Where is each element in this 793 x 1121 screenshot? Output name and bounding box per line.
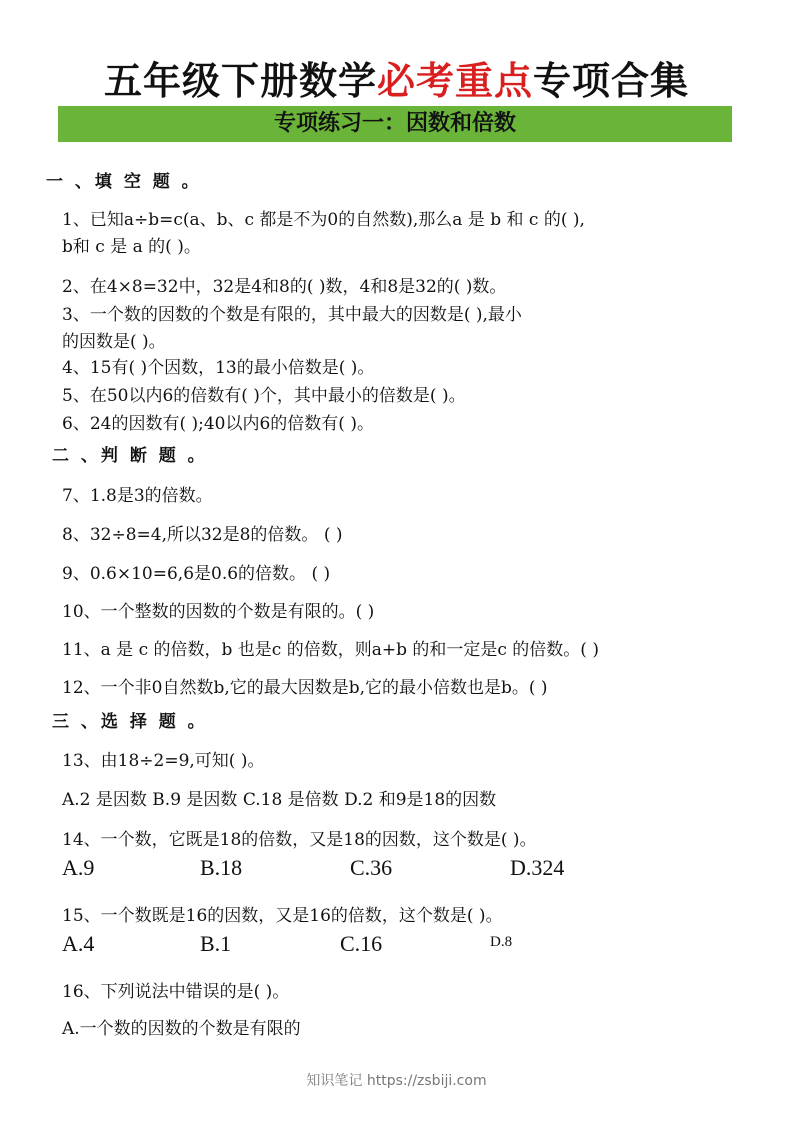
q10: 10、一个整数的因数的个数是有限的。( )	[62, 602, 375, 622]
footer-watermark: 知识笔记 https://zsbiji.com	[306, 1073, 487, 1089]
q3-line1: 3、一个数的因数的个数是有限的，其中最大的因数是( ),最小	[62, 305, 522, 325]
q14-option-d: D.324	[510, 855, 565, 880]
q15-option-b: B.1	[200, 931, 232, 956]
q2: 2、在4×8=32中，32是4和8的( )数，4和8是32的( )数。	[62, 277, 507, 297]
section-banner: 专项练习一：因数和倍数	[58, 106, 732, 142]
title-highlight: 必考重点	[376, 59, 533, 103]
section2-heading: 二 、判 断 题 。	[52, 446, 208, 466]
q15-option-d: D.8	[490, 934, 513, 950]
q13: 13、由18÷2=9,可知( )。	[62, 751, 265, 771]
q16-option-a: A.一个数的因数的个数是有限的	[62, 1019, 301, 1039]
q14: 14、一个数，它既是18的倍数，又是18的因数，这个数是( )。	[62, 830, 537, 850]
q8: 8、32÷8=4,所以32是8的倍数。 ( )	[62, 525, 343, 545]
q7: 7、1.8是3的倍数。	[62, 486, 213, 506]
q6: 6、24的因数有( );40以内6的倍数有( )。	[62, 414, 374, 434]
q15: 15、一个数既是16的因数，又是16的倍数，这个数是( )。	[62, 906, 503, 926]
q3-line2: 的因数是( )。	[62, 332, 166, 352]
q16: 16、下列说法中错误的是( )。	[62, 982, 290, 1002]
section1-heading: 一 、填 空 题 。	[46, 172, 202, 192]
q15-option-a: A.4	[62, 931, 95, 956]
q15-option-c: C.16	[340, 931, 383, 956]
q4: 4、15有( )个因数，13的最小倍数是( )。	[62, 358, 375, 378]
section3-heading: 三 、选 择 题 。	[52, 712, 208, 732]
title-part1: 五年级下册数学	[103, 59, 377, 103]
page-title	[0, 50, 793, 105]
q14-option-b: B.18	[200, 855, 243, 880]
q13-options: A.2 是因数 B.9 是因数 C.18 是倍数 D.2 和9是18的因数	[62, 790, 497, 810]
q11: 11、a 是 c 的倍数，b 也是c 的倍数，则a+b 的和一定是c 的倍数。( )	[62, 640, 599, 660]
q9: 9、0.6×10=6,6是0.6的倍数。 ( )	[62, 564, 331, 584]
q14-option-c: C.36	[350, 855, 393, 880]
q5: 5、在50以内6的倍数有( )个，其中最小的倍数是( )。	[62, 386, 466, 406]
q12: 12、一个非0自然数b,它的最大因数是b,它的最小倍数也是b。( )	[62, 678, 548, 698]
q1-line1: 1、已知a÷b=c(a、b、c 都是不为0的自然数),那么a 是 b 和 c 的( ),	[62, 210, 585, 230]
title-part2: 专项合集	[533, 59, 690, 103]
q14-option-a: A.9	[62, 855, 95, 880]
q1-line2: b和 c 是 a 的( )。	[62, 237, 201, 257]
